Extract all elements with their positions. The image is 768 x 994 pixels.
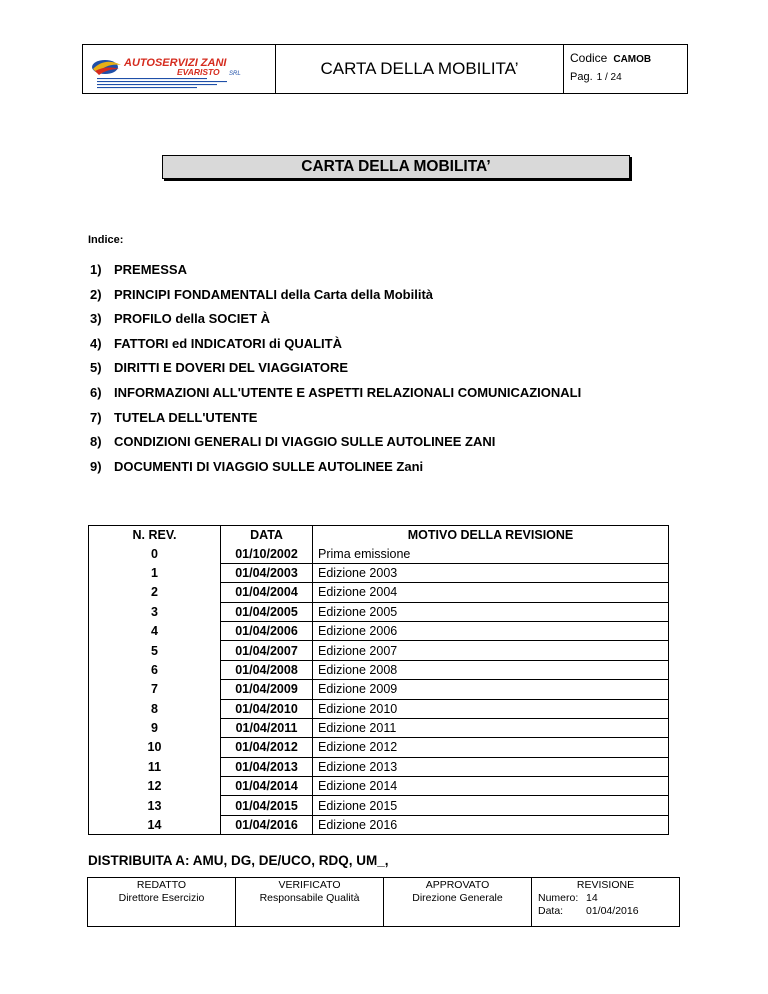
table-row: 5 01/04/2007 Edizione 2007 [89, 641, 669, 660]
page-value: 1 / 24 [596, 72, 622, 83]
header-reason: MOTIVO DELLA REVISIONE [313, 526, 669, 545]
code-label: Codice [570, 51, 608, 65]
table-row: 14 01/04/2016 Edizione 2016 [89, 815, 669, 834]
approvato-cell [384, 878, 532, 926]
table-row: 8 01/04/2010 Edizione 2010 [89, 699, 669, 718]
approvato-label: APPROVATO [425, 879, 490, 891]
index-item: 6) INFORMAZIONI ALL'UTENTE E ASPETTI RELAZIONALI COMUNICAZIONALI [90, 384, 582, 400]
index-item: 1) PREMESSA [90, 262, 187, 277]
verificato-value: Responsabile Qualità [259, 892, 360, 904]
svg-text:EVARISTO: EVARISTO [177, 67, 220, 77]
page-row [570, 71, 622, 83]
table-row: 9 01/04/2011 Edizione 2011 [89, 718, 669, 737]
index-item: 2) PRINCIPI FONDAMENTALI della Carta della Mobilità [90, 286, 434, 302]
data-row: Data: 01/04/2016 [538, 905, 639, 917]
index-label: Indice: [88, 234, 124, 246]
revisione-cell [532, 878, 679, 926]
table-row: 6 01/04/2008 Edizione 2008 [89, 660, 669, 679]
header-rev: N. REV. [89, 526, 221, 545]
index-item: 3) PROFILO della SOCIET À [90, 311, 271, 327]
header-title: CARTA DELLA MOBILITA’ [276, 45, 564, 93]
code-value: CAMOB [613, 54, 652, 65]
table-row: 13 01/04/2015 Edizione 2015 [89, 796, 669, 815]
index-item: 4) FATTORI ed INDICATORI di QUALITÀ [90, 335, 342, 351]
table-row: 3 01/04/2005 Edizione 2005 [89, 602, 669, 621]
index-item: 9) DOCUMENTI DI VIAGGIO SULLE AUTOLINEE Zani [90, 458, 424, 474]
company-logo [91, 53, 271, 89]
index-item: 5) DIRITTI E DOVERI DEL VIAGGIATORE [90, 360, 349, 376]
table-header-row [89, 526, 669, 545]
code-row [570, 51, 651, 65]
document-header [82, 44, 688, 94]
numero-row: Numero: 14 [538, 892, 598, 904]
index-item: 7) TUTELA DELL'UTENTE [90, 409, 258, 425]
svg-text:SRL: SRL [229, 71, 241, 77]
distribution-line: DISTRIBUITA A: AMU, DG, DE/UCO, RDQ, UM_, [88, 853, 389, 868]
verificato-label: VERIFICATO [278, 879, 341, 891]
table-row: 10 01/04/2012 Edizione 2012 [89, 738, 669, 757]
index-item: 8) CONDIZIONI GENERALI DI VIAGGIO SULLE AUTOLINEE ZANI [90, 434, 496, 450]
revision-table [88, 525, 669, 835]
table-row: 2 01/04/2004 Edizione 2004 [89, 583, 669, 602]
redatto-label: REDATTO [136, 879, 187, 891]
svg-text:AUTOSERVIZI ZANI: AUTOSERVIZI ZANI [124, 57, 227, 69]
table-row: 1 01/04/2003 Edizione 2003 [89, 563, 669, 582]
index-list [90, 262, 581, 483]
document-title: CARTA DELLA MOBILITA’ [162, 155, 630, 179]
table-row: 12 01/04/2014 Edizione 2014 [89, 777, 669, 796]
table-row: 0 01/10/2002 Prima emissione [89, 544, 669, 563]
approvato-value: Direzione Generale [412, 892, 503, 904]
verificato-cell [236, 878, 384, 926]
approval-footer [87, 877, 680, 927]
logo-cell [83, 45, 276, 93]
redatto-value: Direttore Esercizio [118, 892, 205, 904]
header-date: DATA [221, 526, 313, 545]
table-row: 11 01/04/2013 Edizione 2013 [89, 757, 669, 776]
revisione-label: REVISIONE [576, 879, 635, 891]
code-cell [565, 45, 687, 93]
redatto-cell [88, 878, 236, 926]
page-label: Pag. [570, 71, 593, 83]
table-row: 7 01/04/2009 Edizione 2009 [89, 680, 669, 699]
table-row: 4 01/04/2006 Edizione 2006 [89, 621, 669, 640]
